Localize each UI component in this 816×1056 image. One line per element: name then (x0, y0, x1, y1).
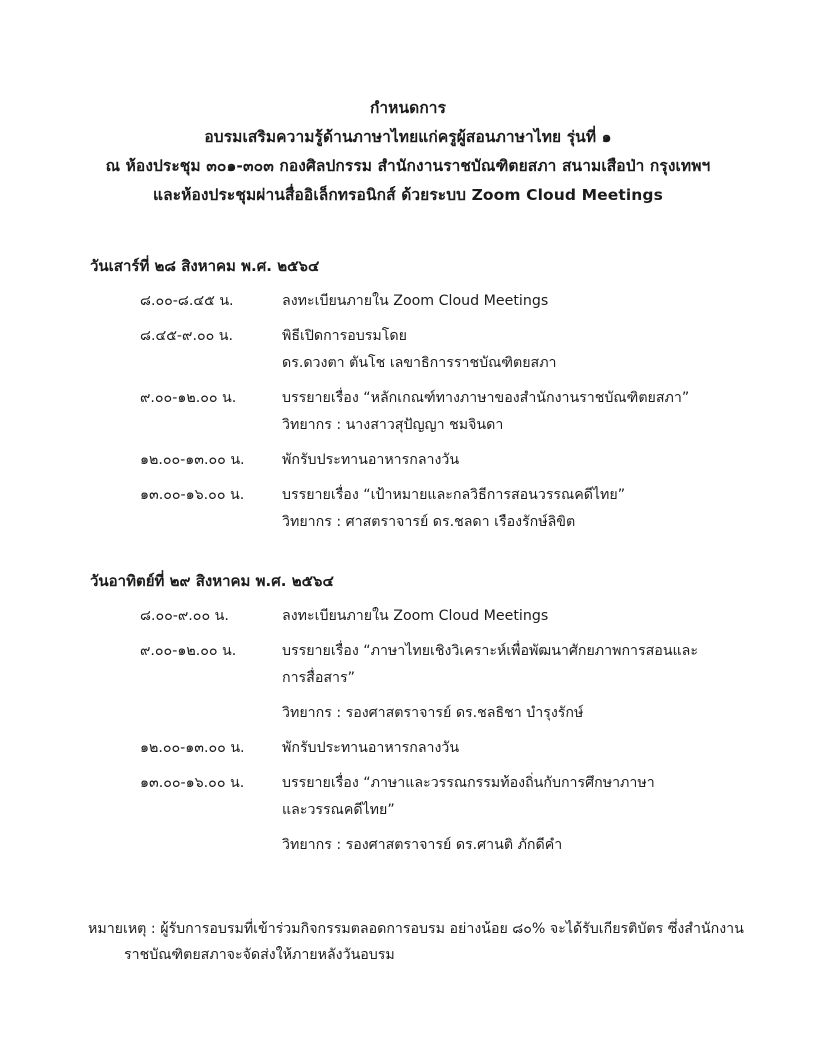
day-heading-2: วันอาทิตย์ที่ ๒๙ สิงหาคม พ.ศ. ๒๕๖๔ (90, 572, 334, 590)
schedule-speaker-line: ดร.ดวงตา ตันโช เลขาธิการราชบัณฑิตยสภา (282, 355, 557, 371)
day-heading-1: วันเสาร์ที่ ๒๘ สิงหาคม พ.ศ. ๒๕๖๔ (90, 257, 320, 275)
schedule-time: ๑๓.๐๐-๑๖.๐๐ น. (140, 487, 245, 503)
schedule-detail (282, 385, 728, 438)
schedule-time: ๑๒.๐๐-๑๓.๐๐ น. (140, 740, 245, 756)
schedule-detail-line: บรรยายเรื่อง “ภาษาไทยเชิงวิเคราะห์เพื่อพัฒนาศักยภาพการสอนและ (282, 643, 698, 659)
schedule-row (88, 447, 728, 473)
schedule-speaker-line: วิทยากร : รองศาสตราจารย์ ดร.ศานติ ภักดีคำ (282, 837, 563, 853)
schedule-detail (282, 288, 728, 314)
schedule-row (88, 770, 728, 858)
schedule-detail-line-cont: และวรรณคดีไทย” (282, 802, 395, 818)
schedule-detail (282, 603, 728, 629)
schedule-time: ๑๓.๐๐-๑๖.๐๐ น. (140, 775, 245, 791)
schedule-row (88, 288, 728, 314)
schedule-detail-line: ลงทะเบียนภายใน Zoom Cloud Meetings (282, 608, 549, 624)
schedule-detail-line: พักรับประทานอาหารกลางวัน (282, 740, 460, 756)
schedule-detail-line: บรรยายเรื่อง “ภาษาและวรรณกรรมท้องถิ่นกับการศึกษาภาษา (282, 775, 655, 791)
schedule-detail (282, 770, 728, 858)
schedule-row (88, 603, 728, 629)
footnote-line-2: ราชบัณฑิตยสภาจะจัดส่งให้ภายหลังวันอบรม (124, 947, 395, 963)
schedule-detail-line: พิธีเปิดการอบรมโดย (282, 328, 407, 344)
schedule-row (88, 323, 728, 376)
footnote-block (88, 916, 744, 968)
schedule-time: ๙.๐๐-๑๒.๐๐ น. (140, 643, 237, 659)
schedule-detail-line: ลงทะเบียนภายใน Zoom Cloud Meetings (282, 293, 549, 309)
schedule-row (88, 735, 728, 761)
schedule-detail-line: พักรับประทานอาหารกลางวัน (282, 452, 460, 468)
schedule-detail (282, 447, 728, 473)
schedule-time: ๑๒.๐๐-๑๓.๐๐ น. (140, 452, 245, 468)
title-line-1: กำหนดการ (369, 99, 447, 117)
day-section-1 (88, 254, 728, 535)
schedule-detail (282, 735, 728, 761)
schedule-detail-line: บรรยายเรื่อง “เป้าหมายและกลวิธีการสอนวรรณคดีไทย” (282, 487, 626, 503)
title-line-3: ณ ห้องประชุม ๓๐๑-๓๐๓ กองศิลปกรรม สำนักงานราชบัณฑิตยสภา สนามเสือป่า กรุงเทพฯ (105, 157, 711, 175)
schedule-detail-line-cont: การสื่อสาร” (282, 670, 355, 686)
footnote-line-1: หมายเหตุ : ผู้รับการอบรมที่เข้าร่วมกิจกรรมตลอดการอบรม อย่างน้อย ๘๐% จะได้รับเกียรติบัตร ซึ่งสำนักงาน (88, 921, 744, 937)
schedule-speaker-line: วิทยากร : ศาสตราจารย์ ดร.ชลดา เรืองรักษ์ลิขิต (282, 514, 576, 530)
day-section-2 (88, 569, 728, 858)
schedule-row (88, 482, 728, 535)
schedule-time: ๘.๐๐-๘.๔๕ น. (140, 293, 234, 309)
schedule-time: ๘.๔๕-๙.๐๐ น. (140, 328, 233, 344)
title-line-4: และห้องประชุมผ่านสื่ออิเล็กทรอนิกส์ ด้วยระบบ Zoom Cloud Meetings (153, 186, 663, 204)
schedule-detail (282, 482, 728, 535)
schedule-row (88, 638, 728, 726)
schedule-detail-line: บรรยายเรื่อง “หลักเกณฑ์ทางภาษาของสำนักงานราชบัณฑิตยสภา” (282, 390, 690, 406)
schedule-table-1 (88, 288, 728, 535)
schedule-time: ๙.๐๐-๑๒.๐๐ น. (140, 390, 237, 406)
schedule-speaker-line: วิทยากร : รองศาสตราจารย์ ดร.ชลธิชา บำรุงรักษ์ (282, 705, 584, 721)
schedule-speaker-line: วิทยากร : นางสาวสุปัญญา ชมจินดา (282, 417, 504, 433)
title-line-2: อบรมเสริมความรู้ด้านภาษาไทยแก่ครูผู้สอนภาษาไทย รุ่นที่ ๑ (204, 128, 612, 146)
document-title-block (88, 94, 728, 210)
schedule-time: ๘.๐๐-๙.๐๐ น. (140, 608, 229, 624)
schedule-table-2 (88, 603, 728, 858)
schedule-detail (282, 323, 728, 376)
schedule-detail (282, 638, 728, 726)
schedule-row (88, 385, 728, 438)
